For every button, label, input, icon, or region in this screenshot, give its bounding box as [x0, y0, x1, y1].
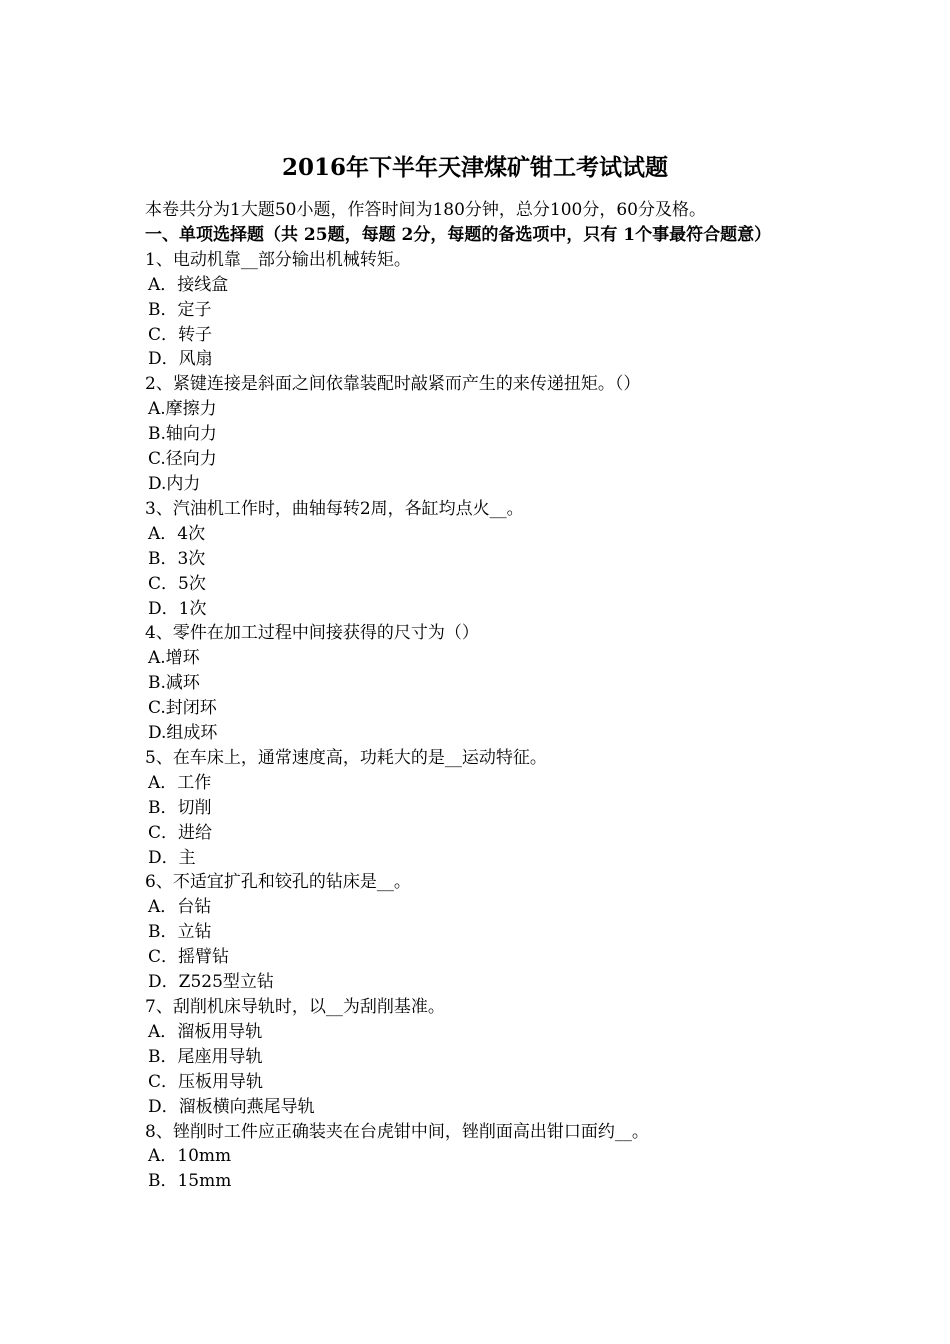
- question-text: 7、刮削机床导轨时，以__为刮削基准。: [145, 997, 445, 1017]
- option-b: B．15mm: [148, 1171, 232, 1192]
- question-5: [145, 746, 815, 871]
- option-d: D．风扇: [148, 349, 213, 370]
- question-1: [145, 248, 815, 373]
- question-3: [145, 497, 815, 622]
- question-6: [145, 870, 815, 995]
- exam-intro: 本卷共分为1大题50小题，作答时间为180分钟，总分100分，60分及格。: [145, 200, 706, 220]
- option-b: B．定子: [148, 299, 212, 320]
- option-d: D.组成环: [148, 723, 218, 744]
- option-d: D.内力: [148, 473, 201, 494]
- option-list: [145, 397, 815, 497]
- option-c: C．转子: [148, 324, 213, 345]
- option-a: A．接线盒: [148, 274, 229, 295]
- option-a: A．溜板用导轨: [148, 1021, 263, 1042]
- option-c: C.径向力: [148, 449, 217, 470]
- option-a: A．工作: [148, 772, 212, 793]
- option-c: C.封闭环: [148, 698, 217, 719]
- option-list: [145, 1020, 815, 1120]
- option-d: D．1次: [148, 598, 207, 619]
- option-list: [145, 771, 815, 871]
- question-8: [145, 1120, 815, 1195]
- question-text: 2、紧键连接是斜面之间依靠装配时敲紧而产生的来传递扭矩。（）: [145, 374, 641, 395]
- option-c: C．摇臂钻: [148, 947, 230, 968]
- question-7: [145, 995, 815, 1120]
- option-list: [145, 895, 815, 995]
- document-title: 2016年下半年天津煤矿钳工考试试题: [281, 154, 668, 181]
- option-b: B．尾座用导轨: [148, 1046, 263, 1067]
- question-text: 1、电动机靠__部分输出机械转矩。: [145, 249, 411, 270]
- question-2: [145, 372, 815, 497]
- option-a: A．4次: [148, 523, 206, 544]
- option-a: A．10mm: [148, 1146, 232, 1167]
- question-text: 8、锉削时工件应正确装夹在台虎钳中间，锉削面高出钳口面约__。: [145, 1121, 649, 1142]
- option-a: A．台钻: [148, 897, 212, 918]
- question-text: 6、不适宜扩孔和铰孔的钻床是__。: [145, 872, 411, 893]
- option-d: D．溜板横向燕尾导轨: [148, 1096, 315, 1117]
- document-body: [145, 198, 815, 1194]
- option-list: [145, 273, 815, 373]
- question-text: 4、零件在加工过程中间接获得的尺寸为（）: [145, 623, 479, 644]
- option-c: C．5次: [148, 573, 206, 594]
- option-a: A.摩擦力: [148, 399, 217, 420]
- question-text: 5、在车床上，通常速度高，功耗大的是__运动特征。: [145, 747, 547, 768]
- option-c: C．压板用导轨: [148, 1071, 264, 1092]
- option-b: B.轴向力: [148, 424, 217, 445]
- option-d: D．Z525型立钻: [148, 972, 274, 993]
- option-b: B.减环: [148, 673, 200, 694]
- option-list: [145, 522, 815, 622]
- option-b: B．立钻: [148, 922, 212, 943]
- option-list: [145, 646, 815, 746]
- option-b: B．3次: [148, 548, 206, 569]
- question-4: [145, 621, 815, 746]
- option-b: B．切削: [148, 797, 212, 818]
- option-d: D．主: [148, 847, 196, 868]
- option-list: [145, 1144, 815, 1194]
- question-text: 3、汽油机工作时，曲轴每转2周，各缸均点火__。: [145, 498, 524, 519]
- option-c: C．进给: [148, 822, 213, 843]
- option-a: A.增环: [148, 648, 200, 669]
- section-title: 一、单项选择题（共 25题，每题 2分，每题的备选项中，只有 1个事最符合题意）: [145, 224, 772, 245]
